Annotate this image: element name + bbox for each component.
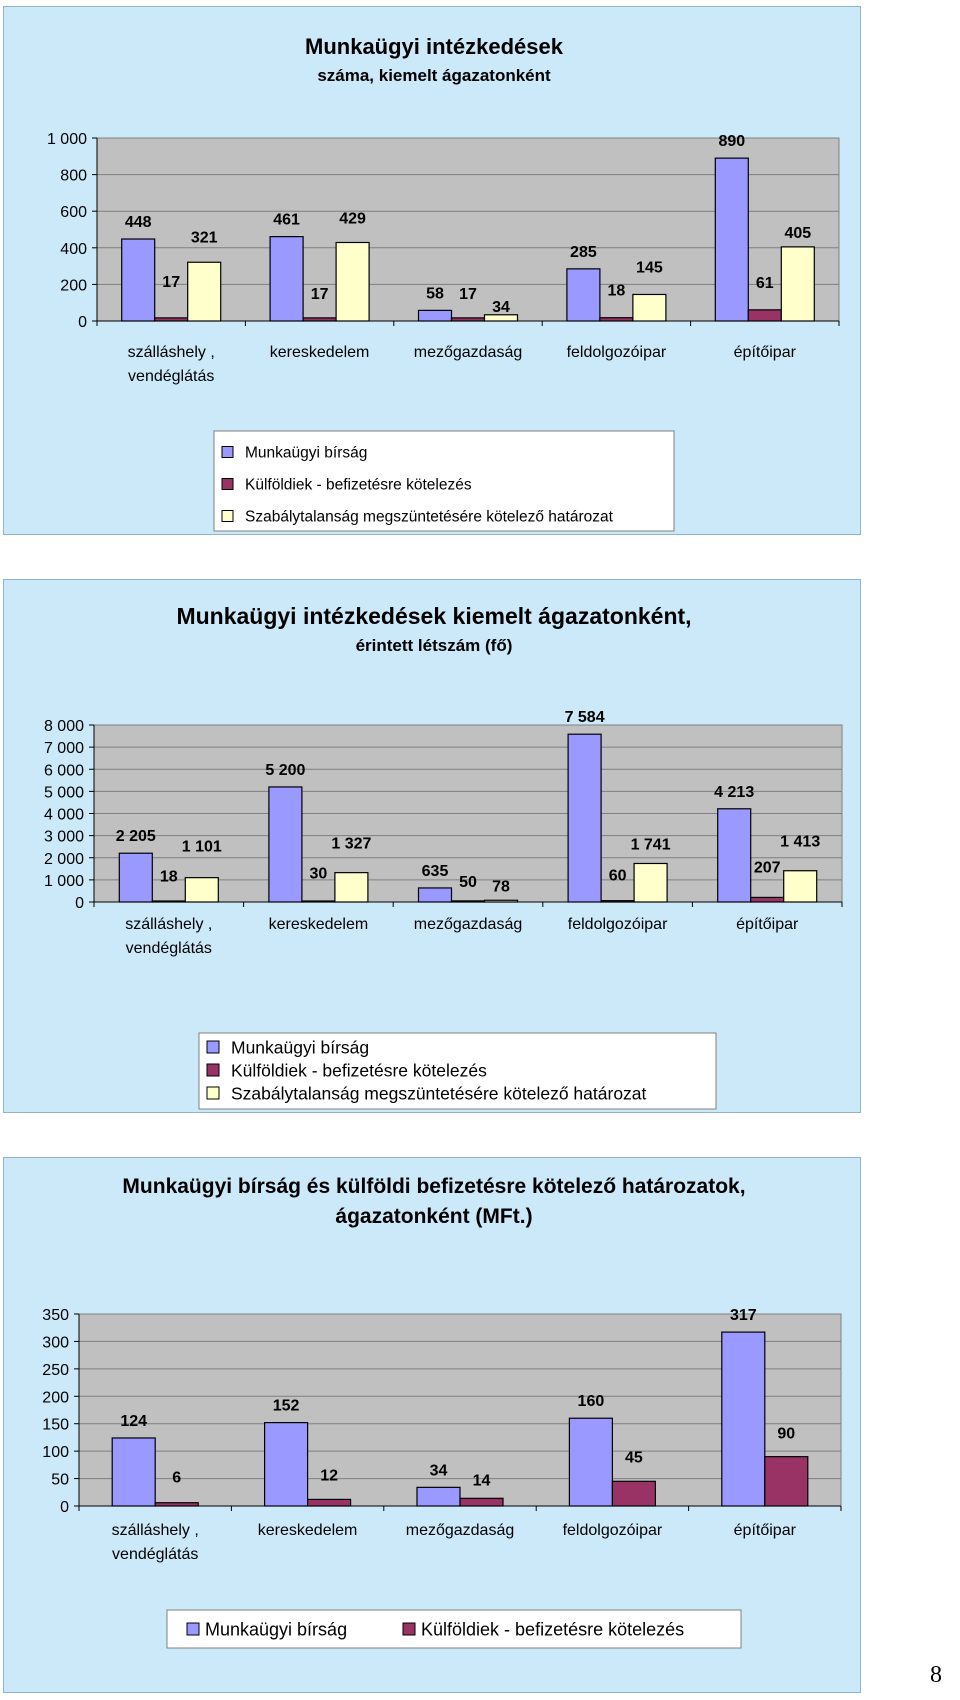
data-label: 448 xyxy=(124,214,152,232)
data-label: 30 xyxy=(309,865,328,883)
bar xyxy=(765,1457,808,1506)
category-label: szálláshely , xyxy=(127,344,215,361)
legend-label: Munkaügyi bírság xyxy=(205,1619,348,1640)
bar xyxy=(715,158,748,321)
bar xyxy=(269,787,302,902)
data-label: 45 xyxy=(625,1449,643,1467)
category-label: építőipar xyxy=(736,916,799,933)
data-label: 207 xyxy=(753,859,781,877)
category-label: építőipar xyxy=(733,344,796,361)
data-label: 1 101 xyxy=(181,838,222,856)
data-label: 317 xyxy=(729,1307,757,1325)
bar xyxy=(612,1481,655,1506)
legend-label: Szabálytalanság megszüntetésére kötelező határozat xyxy=(231,1083,647,1104)
bar xyxy=(417,1487,460,1506)
category-label: mezőgazdaság xyxy=(413,916,523,933)
bar xyxy=(460,1498,503,1506)
legend-swatch xyxy=(187,1623,199,1635)
data-label: 78 xyxy=(492,878,510,896)
y-tick-label: 200 xyxy=(42,1389,69,1407)
bar xyxy=(308,1499,351,1506)
legend-label: Külföldiek - befizetésre kötelezés xyxy=(421,1619,685,1640)
category-label: építőipar xyxy=(733,1522,796,1539)
y-tick-label: 0 xyxy=(75,895,84,912)
bar xyxy=(568,734,601,902)
y-tick-label: 8 000 xyxy=(43,718,84,735)
legend-label: Külföldiek - befizetésre kötelezés xyxy=(231,1060,487,1081)
category-label: kereskedelem xyxy=(269,344,370,361)
bar xyxy=(751,897,784,902)
chart-panel-3 xyxy=(3,1157,861,1693)
bar xyxy=(188,262,221,321)
legend-swatch xyxy=(207,1087,219,1099)
bar xyxy=(633,294,666,321)
y-tick-label: 4 000 xyxy=(43,806,84,824)
y-tick-label: 0 xyxy=(60,1499,69,1516)
bar xyxy=(185,878,218,902)
y-tick-label: 250 xyxy=(42,1361,69,1379)
category-label: vendéglátás xyxy=(128,368,215,385)
bar xyxy=(155,1503,198,1506)
y-tick-label: 300 xyxy=(42,1334,69,1352)
chart-1 xyxy=(4,7,862,536)
category-label: mezőgazdaság xyxy=(405,1522,515,1539)
data-label: 635 xyxy=(421,862,449,880)
bar xyxy=(567,269,600,321)
data-label: 34 xyxy=(429,1462,448,1480)
data-label: 18 xyxy=(159,868,178,886)
bar xyxy=(155,318,188,321)
y-tick-label: 600 xyxy=(60,204,87,222)
bar xyxy=(784,871,817,902)
data-label: 50 xyxy=(459,873,477,891)
legend-swatch xyxy=(207,1041,219,1053)
category-label: feldolgozóipar xyxy=(566,344,667,361)
legend-label: Külföldiek - befizetésre kötelezés xyxy=(245,476,472,494)
chart-3 xyxy=(4,1158,862,1694)
data-label: 18 xyxy=(607,282,626,300)
category-label: mezőgazdaság xyxy=(413,344,523,361)
category-label: kereskedelem xyxy=(257,1522,358,1539)
category-label: vendéglátás xyxy=(125,940,212,957)
data-label: 890 xyxy=(718,133,746,151)
y-tick-label: 6 000 xyxy=(43,762,84,780)
chart-1-title: Munkaügyi intézkedések xyxy=(305,34,563,59)
category-label: feldolgozóipar xyxy=(562,1522,663,1539)
data-label: 405 xyxy=(784,224,812,242)
bar xyxy=(302,901,335,902)
bar xyxy=(122,239,155,321)
y-tick-label: 800 xyxy=(60,167,87,185)
bar xyxy=(303,318,336,321)
data-label: 90 xyxy=(777,1425,796,1443)
bar xyxy=(781,247,814,321)
bar xyxy=(601,901,634,902)
legend-label: Munkaügyi bírság xyxy=(245,444,368,462)
y-tick-label: 200 xyxy=(60,277,87,295)
bar xyxy=(419,888,452,902)
data-label: 321 xyxy=(190,229,218,247)
chart-panel-2 xyxy=(3,579,861,1113)
category-label: szálláshely , xyxy=(111,1522,199,1539)
legend-swatch xyxy=(403,1623,415,1635)
data-label: 285 xyxy=(570,243,597,261)
bar xyxy=(112,1438,155,1506)
data-label: 461 xyxy=(273,211,300,229)
bar xyxy=(452,318,485,321)
data-label: 1 741 xyxy=(630,836,671,854)
data-label: 34 xyxy=(492,298,510,316)
y-tick-label: 50 xyxy=(51,1471,69,1489)
page-number: 8 xyxy=(930,1662,942,1688)
y-tick-label: 2 000 xyxy=(43,850,84,868)
category-label: kereskedelem xyxy=(268,916,369,933)
y-tick-label: 100 xyxy=(42,1444,69,1462)
chart-1-subtitle: száma, kiemelt ágazatonként xyxy=(317,66,551,85)
bar xyxy=(485,900,518,902)
y-tick-label: 5 000 xyxy=(43,784,84,802)
data-label: 1 413 xyxy=(780,833,821,851)
y-tick-label: 1 000 xyxy=(46,131,87,148)
chart-2-subtitle: érintett létszám (fő) xyxy=(355,636,513,655)
y-tick-label: 1 000 xyxy=(43,872,84,890)
data-label: 152 xyxy=(272,1397,300,1415)
bar xyxy=(748,310,781,321)
data-label: 160 xyxy=(577,1393,605,1411)
data-label: 4 213 xyxy=(714,783,755,801)
chart-2 xyxy=(4,580,862,1114)
bar xyxy=(452,901,485,902)
data-label: 17 xyxy=(162,273,181,291)
category-label: szálláshely , xyxy=(125,916,213,933)
bar xyxy=(722,1332,765,1506)
category-label: vendéglátás xyxy=(112,1546,199,1563)
y-tick-label: 400 xyxy=(60,240,87,258)
bar xyxy=(419,310,452,321)
legend-label: Munkaügyi bírság xyxy=(231,1037,370,1058)
data-label: 1 327 xyxy=(331,835,372,853)
legend-swatch xyxy=(222,447,233,458)
y-tick-label: 0 xyxy=(78,314,87,331)
data-label: 58 xyxy=(426,285,444,303)
bar xyxy=(718,809,751,902)
y-tick-label: 350 xyxy=(42,1307,69,1324)
bar xyxy=(569,1418,612,1506)
legend-label: Szabálytalanság megszüntetésére kötelező határozat xyxy=(245,508,613,526)
data-label: 14 xyxy=(472,1472,491,1490)
bar xyxy=(634,863,667,902)
bar xyxy=(119,853,152,902)
legend-swatch xyxy=(207,1064,219,1076)
data-label: 17 xyxy=(459,285,477,303)
data-label: 6 xyxy=(172,1469,182,1487)
y-tick-label: 7 000 xyxy=(43,740,84,758)
y-tick-label: 150 xyxy=(42,1416,69,1434)
bar xyxy=(265,1423,308,1506)
chart-2-title: Munkaügyi intézkedések kiemelt ágazatonként, xyxy=(176,603,692,629)
data-label: 60 xyxy=(608,867,627,885)
chart-3-title: Munkaügyi bírság és külföldi befizetésre kötelező határozatok, xyxy=(122,1175,746,1198)
data-label: 7 584 xyxy=(564,709,605,727)
data-label: 429 xyxy=(339,210,366,228)
bar xyxy=(600,318,633,321)
bar xyxy=(270,237,303,321)
data-label: 145 xyxy=(636,259,663,277)
legend-swatch xyxy=(222,511,233,522)
data-label: 124 xyxy=(120,1412,148,1430)
category-label: feldolgozóipar xyxy=(567,916,668,933)
chart-3-subtitle: ágazatonként (MFt.) xyxy=(335,1205,533,1228)
bar xyxy=(335,873,368,902)
data-label: 12 xyxy=(320,1467,338,1485)
bar xyxy=(152,901,185,902)
data-label: 61 xyxy=(755,274,774,292)
data-label: 2 205 xyxy=(115,828,156,846)
data-label: 5 200 xyxy=(265,761,306,779)
y-tick-label: 3 000 xyxy=(43,828,84,846)
bar xyxy=(336,242,369,321)
legend-swatch xyxy=(222,479,233,490)
data-label: 17 xyxy=(310,285,329,303)
chart-panel-1 xyxy=(3,6,861,535)
